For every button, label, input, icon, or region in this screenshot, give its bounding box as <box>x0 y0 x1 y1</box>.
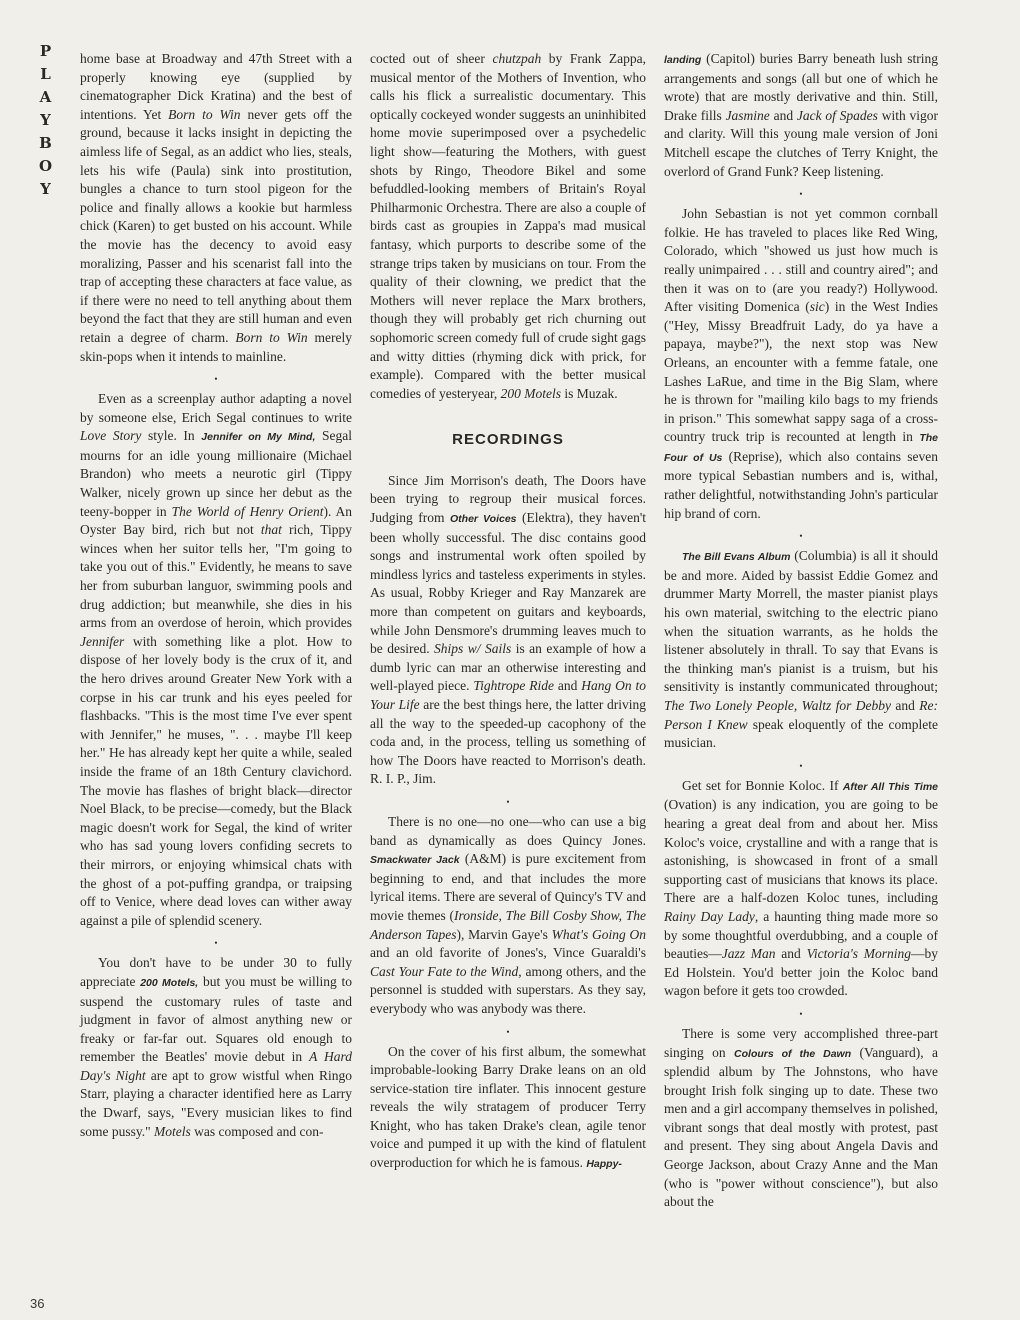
spine-letter: B <box>39 134 53 152</box>
paragraph: John Sebastian is not yet common cornball folkie. He has traveled to places like Red Wing, Colorado, which "showed us just how much is really unimpaired . . . still and country aired"; and then it was on to (are you ready?) Hollywood. After visiting Domenica (sic) in the West Indies ("Hey, Missy Breadfruit Lady, do ya have a papaya, maybe?"), the next stop was New Orleans, an encounter with a femme fatale, one Lashes LaRue, and time in the Big Slam, where he is thrown for "mailing kilo bags to my friends in prison." This somewhat sappy saga of a cross-country truck trip is recounted at length in The Four of Us (Reprise), which also contains seven more typical Sebastian numbers and is, withal, rather delightful, notwithstanding John's particular hip brand of corn. <box>664 206 938 521</box>
column-2 <box>370 50 646 1174</box>
section-separator: • <box>214 374 218 385</box>
paragraph: The Bill Evans Album (Columbia) is all it should be and more. Aided by bassist Eddie Gomez and drummer Marty Morrell, the master pianist plays his own material, switching to the electric piano when the situation warrants, as he holds the listener absolutely in thrall. To say that Evans is the thinking man's pianist is a truism, but his sensitivity is instantly communicated throughout; The Two Lonely People, Waltz for Debby and Re: Person I Knew speak eloquently of the complete musician. <box>664 548 938 751</box>
magazine-spine-title <box>34 40 58 201</box>
paragraph: There is some very accomplished three-part singing on Colours of the Dawn (Vanguard), a splendid album by The Johnstons, who have brought Irish folk singing up to date. These two men and a girl accompany themselves in polished, vibrant songs that deal mostly with protest, past and present. They sing about Angela Davis and George Jackson, about Crazy Anne and the Man (who is "power without conscience"), but also about the <box>664 1025 938 1210</box>
spine-letter: L <box>40 65 52 83</box>
section-separator: • <box>799 1008 803 1019</box>
page-number: 36 <box>30 1296 45 1311</box>
section-separator: • <box>506 1026 510 1037</box>
spine-letter: P <box>39 42 53 60</box>
section-separator: • <box>799 531 803 542</box>
paragraph: There is no one—no one—who can use a big band as dynamically as does Quincy Jones. Smackwater Jack (A&M) is pure excitement from beginning to end, and that includes the more lyrical items. There are several of Quincy's TV and movie themes (Ironside, The Bill Cosby Show, The Anderson Tapes), Marvin Gaye's What's Going On and an old favorite of Jones's, Vince Guaraldi's Cast Your Fate to the Wind, among others, and the personnel is studded with superstars. As they say, everybody who was anybody was there. <box>370 813 646 1016</box>
paragraph: home base at Broadway and 47th Street with a properly knowing eye (supplied by cinematographer Dick Kratina) and the best of intentions. Yet Born to Win never gets off the ground, because it lacks insight in depicting the aimless life of Segal, as an addict who lies, steals, lets his wife (Paula) sink into prostitution, bungles a chance to turn stool pigeon for the police and finally allows a kookie but harmless chick (Karen) to get busted on his account. While the movie has the decency to avoid easy moralizing, Passer and his scenarist fall into the trap of accepting these characters at face value, as if there were no need to tell anything about them beyond the fact that they are still human and even retain a degree of charm. Born to Win merely skin-pops when it intends to mainline. <box>80 51 353 364</box>
section-heading: RECORDINGS <box>452 431 564 449</box>
section-separator: • <box>799 189 803 200</box>
section-separator: • <box>799 760 803 771</box>
paragraph: You don't have to be under 30 to fully appreciate 200 Motels, but you must be willing to suspend the customary rules of taste and judgment in favor of almost anything new or freaky or far-far out. Squares old enough to remember the Beatles' movie debut in A Hard Day's Night are apt to grow wistful when Ringo Starr, playing a character identified here as Larry the Dwarf, says, "Every musician likes to find some pussy." Motels was composed and con- <box>80 955 352 1139</box>
spine-letter: A <box>39 88 53 106</box>
column-3 <box>664 50 938 1212</box>
paragraph: Even as a screenplay author adapting a novel by someone else, Erich Segal continues to write Love Story style. In Jennifer on My Mind, Segal mourns for an idle young millionaire (Michael Brandon) who meets a neurotic girl (Tippy Walker, nicely grown up since her debut as the teeny-bopper in The World of Henry Orient). An Oyster Bay bird, rich but not that rich, Tippy winces when her suitor tells her, "I'm going to take you out of this." Evidently, he means to save her from suburban languor, swimming pools and drug addiction; but meanwhile, she dies in his arms from an overdose of heroin, which provides Jennifer with something like a plot. How to dispose of her lovely body is the crux of it, and the hero drives around Greater New York with a corpse in his car trunk and his eyes peeled for flashbacks. "This is the most time I've ever spent with Jennifer," he muses, ". . . maybe I'll keep her." He has already kept her quite a while, sealed inside the frame of an 18th Century clavichord. The movie has flashes of bright black—director Noel Black, to be precise—comedy, but the Black magic doesn't work for Segal, the kind of writer who has sad young lovers confiding secrets to their mirrors, or enjoying whimsical chats with the ghost of a pot-puffing grandpa, or traipsing off to Venice, where dead loves can wither away against a pile of splendid scenery. <box>80 391 353 928</box>
column-1 <box>80 50 352 1141</box>
spine-letter: Y <box>40 180 52 198</box>
paragraph: Get set for Bonnie Koloc. If After All This Time (Ovation) is any indication, you are going to be hearing a great deal from and about her. Miss Koloc's voice, crystalline and with a range that is astonishing, is showcased in front of a small supporting cast of musicians that knows its place. There are a half-dozen Koloc tunes, including Rainy Day Lady, a haunting thing made more so by some thoughtful overdubbing, and a couple of beauties—Jazz Man and Victoria's Morning—by Ed Holstein. You'd better join the Koloc band wagon before it gets too crowded. <box>664 777 939 999</box>
section-separator: • <box>506 796 510 807</box>
paragraph: Since Jim Morrison's death, The Doors have been trying to regroup their musical forces. Judging from Other Voices (Elektra), they haven't been wholly successful. The disc contains good songs and instrumental work often spoiled by mindless lyrics and tasteless experiments in styles. As usual, Robby Krieger and Ray Manzarek are more than competent on guitars and keyboards, while John Densmore's drumming leaves much to be desired. Ships w/ Sails is an example of how a dumb lyric can mar an otherwise interesting and well-played piece. Tightrope Ride and Hang On to Your Life are the best things here, the latter driving all the way to the speeded-up cacophony of the coda and, in the process, telling us something of how The Doors have reacted to Morrison's death. R. I. P., Jim. <box>370 472 647 787</box>
section-separator: • <box>214 938 218 949</box>
paragraph: cocted out of sheer chutzpah by Frank Zappa, musical mentor of the Mothers of Invention, who calls his flick a surrealistic documentary. This optically cockeyed wonder suggests an uninhibited home movie superimposed over a psychedelic light show—featuring the Mothers, with guest shots by Ringo, Theodore Bikel and some befuddled-looking members of Britain's Royal Philharmonic Orchestra. There are also a couple of birds cast as groupies in Zappa's mad musical fantasy, which purports to describe some of the strange trips taken by musicians on tour. From the quality of their clowning, we predict that the Mothers will never replace the Marx brothers, though they will probably get rich churning out sophomoric screen comedy full of crude sight gags and witty ditties (rhyming dick with prick, for example). Compared with the better musical comedies of yesteryear, 200 Motels is Muzak. <box>370 51 646 401</box>
spine-letter: O <box>38 157 54 175</box>
paragraph: On the cover of his first album, the somewhat improbable-looking Barry Drake leans on an old service-station tire inflater. This innocent gesture reveals the wily stratagem of producer Terry Knight, who has taken Drake's clean, agile tenor voice and pumped it up with the kind of flatulent overproduction for which he is famous. Happy- <box>370 1043 646 1171</box>
spine-letter: Y <box>40 111 52 129</box>
paragraph: landing (Capitol) buries Barry beneath lush string arrangements and songs (all but one of which he wrote) that are mostly derivative and thin. Still, Drake fills Jasmine and Jack of Spades with vigor and clarity. Will this young male version of Joni Mitchell escape the clutches of Terry Knight, the overlord of Grand Funk? Keep listening. <box>664 51 938 179</box>
